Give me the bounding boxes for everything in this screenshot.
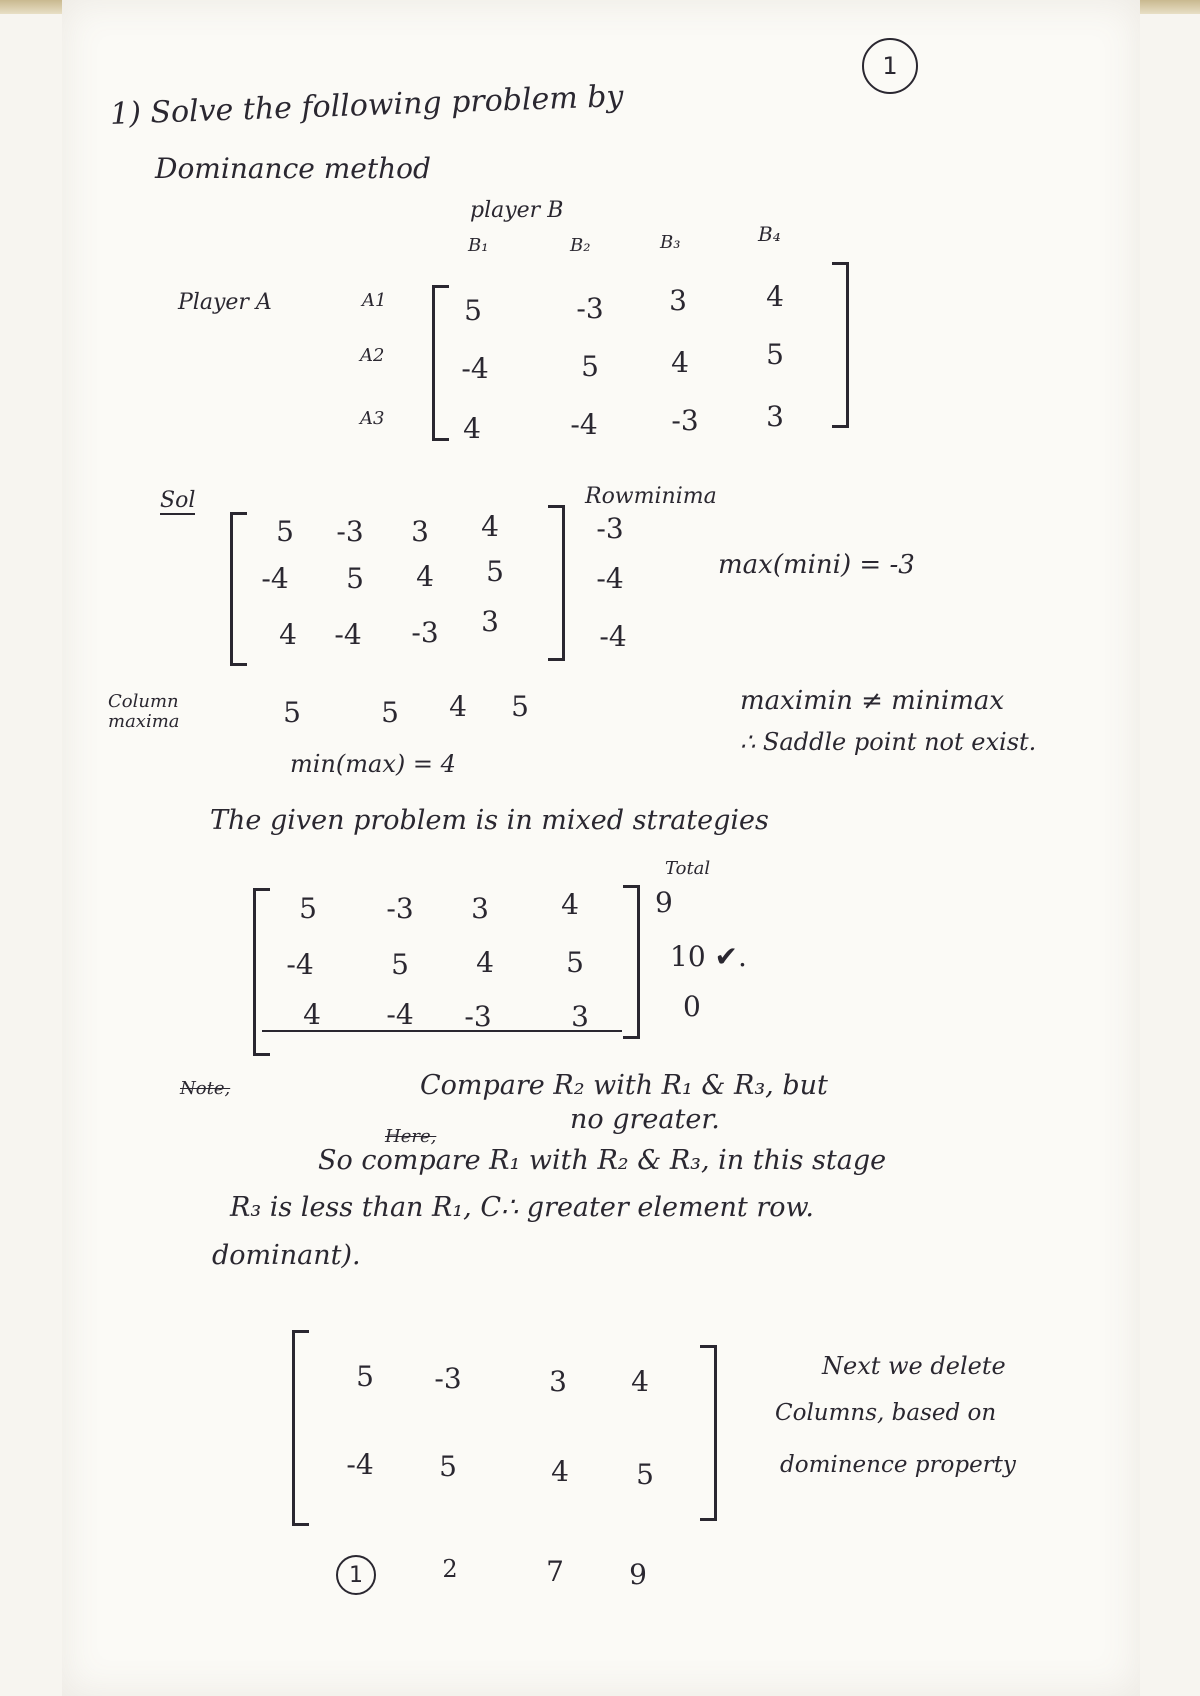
column-maxima-label: Column maxima	[108, 691, 180, 732]
p-cell: 5	[464, 294, 482, 327]
col-label-b3: B₃	[660, 232, 681, 253]
compare-line-5: dominant).	[212, 1240, 361, 1271]
reduced-matrix-left-bracket	[292, 1330, 309, 1526]
s-cell: 4	[416, 560, 434, 593]
t-cell: 4	[561, 888, 579, 921]
col-total: 9	[629, 1558, 647, 1591]
s-cell: -4	[261, 562, 289, 595]
s-cell: 3	[481, 605, 499, 638]
mixed-strategy-note: The given problem is in mixed strategies	[210, 805, 769, 836]
s-cell: 4	[481, 510, 499, 543]
r-cell: 4	[631, 1365, 649, 1398]
column-maximum: 5	[283, 696, 301, 729]
t-cell: 4	[476, 946, 494, 979]
row-label-a3: A3	[360, 408, 385, 429]
s-cell: 5	[346, 562, 364, 595]
row-total: 0	[683, 990, 701, 1023]
column-maximum: 5	[381, 696, 399, 729]
row-minimum: -4	[596, 562, 624, 595]
row-total: 10 ✔.	[670, 940, 747, 973]
p-cell: -3	[671, 404, 699, 437]
p-cell: -4	[461, 352, 489, 385]
min-max-result: min(max) = 4	[290, 750, 456, 778]
col-total: 2	[442, 1555, 458, 1583]
t-cell: 5	[566, 946, 584, 979]
player-b-label: player B	[470, 198, 564, 223]
p-cell: 5	[581, 350, 599, 383]
compare-line-1: Compare R₂ with R₁ & R₃, but	[420, 1070, 828, 1101]
total-label: Total	[665, 858, 711, 879]
p-cell: 3	[669, 284, 687, 317]
next-note-line-3: dominence property	[780, 1452, 1016, 1478]
row-minimum: -4	[599, 620, 627, 653]
total-matrix-right-bracket	[623, 885, 640, 1039]
column-maximum: 5	[511, 690, 529, 723]
sol-matrix-right-bracket	[548, 505, 565, 661]
col-label-b1: B₁	[468, 235, 489, 256]
maximin-note: maximin ≠ minimax	[740, 686, 1005, 716]
player-a-label: Player A	[178, 290, 272, 315]
r-cell: -4	[346, 1448, 374, 1481]
s-cell: 5	[486, 555, 504, 588]
sol-label: Sol	[160, 488, 196, 513]
r-cell: 3	[549, 1365, 567, 1398]
problem-line-2: Dominance method	[155, 152, 431, 185]
col-total: 1	[349, 1562, 363, 1588]
row-label-a1: A1	[362, 290, 387, 311]
page-number-badge	[862, 38, 918, 94]
p-cell: 4	[671, 346, 689, 379]
column-maximum: 4	[449, 690, 467, 723]
t-cell: -3	[464, 1000, 492, 1033]
problem-matrix-right-bracket	[832, 262, 849, 428]
t-cell: 4	[303, 998, 321, 1031]
col-label-b2: B₂	[570, 235, 591, 256]
next-note-line-2: Columns, based on	[775, 1400, 997, 1426]
r-cell: 5	[636, 1458, 654, 1491]
p-cell: -3	[576, 292, 604, 325]
row-label-a2: A2	[360, 345, 385, 366]
struck-here: Here,	[385, 1126, 437, 1147]
r-cell: -3	[434, 1362, 462, 1395]
row-minimum: -3	[596, 512, 624, 545]
struck-note: Note,	[180, 1078, 231, 1099]
notebook-page	[62, 0, 1140, 1696]
row-total: 9	[655, 886, 673, 919]
t-cell: -4	[286, 948, 314, 981]
row-minima-label: Rowminima	[585, 484, 717, 509]
p-cell: 4	[766, 280, 784, 313]
p-cell: 5	[766, 338, 784, 371]
s-cell: -3	[336, 515, 364, 548]
s-cell: -3	[411, 616, 439, 649]
t-cell: 3	[471, 892, 489, 925]
compare-line-4: R₃ is less than R₁, C∴ greater element row.	[230, 1192, 814, 1223]
col-label-b4: B₄	[758, 222, 781, 246]
t-cell: 5	[299, 892, 317, 925]
problem-line-1: 1) Solve the following problem by	[109, 79, 624, 132]
s-cell: 3	[411, 515, 429, 548]
r-cell: 5	[439, 1450, 457, 1483]
compare-line-3: So compare R₁ with R₂ & R₃, in this stage	[318, 1145, 887, 1176]
page-number: 1	[882, 52, 898, 80]
max-mini-result: max(mini) = -3	[718, 550, 915, 580]
s-cell: 4	[279, 618, 297, 651]
circled-col-total	[336, 1555, 376, 1595]
t-cell: 3	[571, 1000, 589, 1033]
t-cell: 5	[391, 948, 409, 981]
p-cell: -4	[570, 408, 598, 441]
reduced-matrix-right-bracket	[700, 1345, 717, 1521]
next-note-line-1: Next we delete	[822, 1352, 1006, 1380]
r-cell: 5	[356, 1360, 374, 1393]
t-cell: -4	[386, 998, 414, 1031]
s-cell: -4	[334, 618, 362, 651]
p-cell: 3	[766, 400, 784, 433]
t-cell: -3	[386, 892, 414, 925]
col-total: 7	[546, 1555, 564, 1588]
s-cell: 5	[276, 515, 294, 548]
compare-line-2: no greater.	[570, 1104, 720, 1135]
p-cell: 4	[463, 412, 481, 445]
saddle-note: ∴ Saddle point not exist.	[740, 728, 1037, 756]
r-cell: 4	[551, 1455, 569, 1488]
